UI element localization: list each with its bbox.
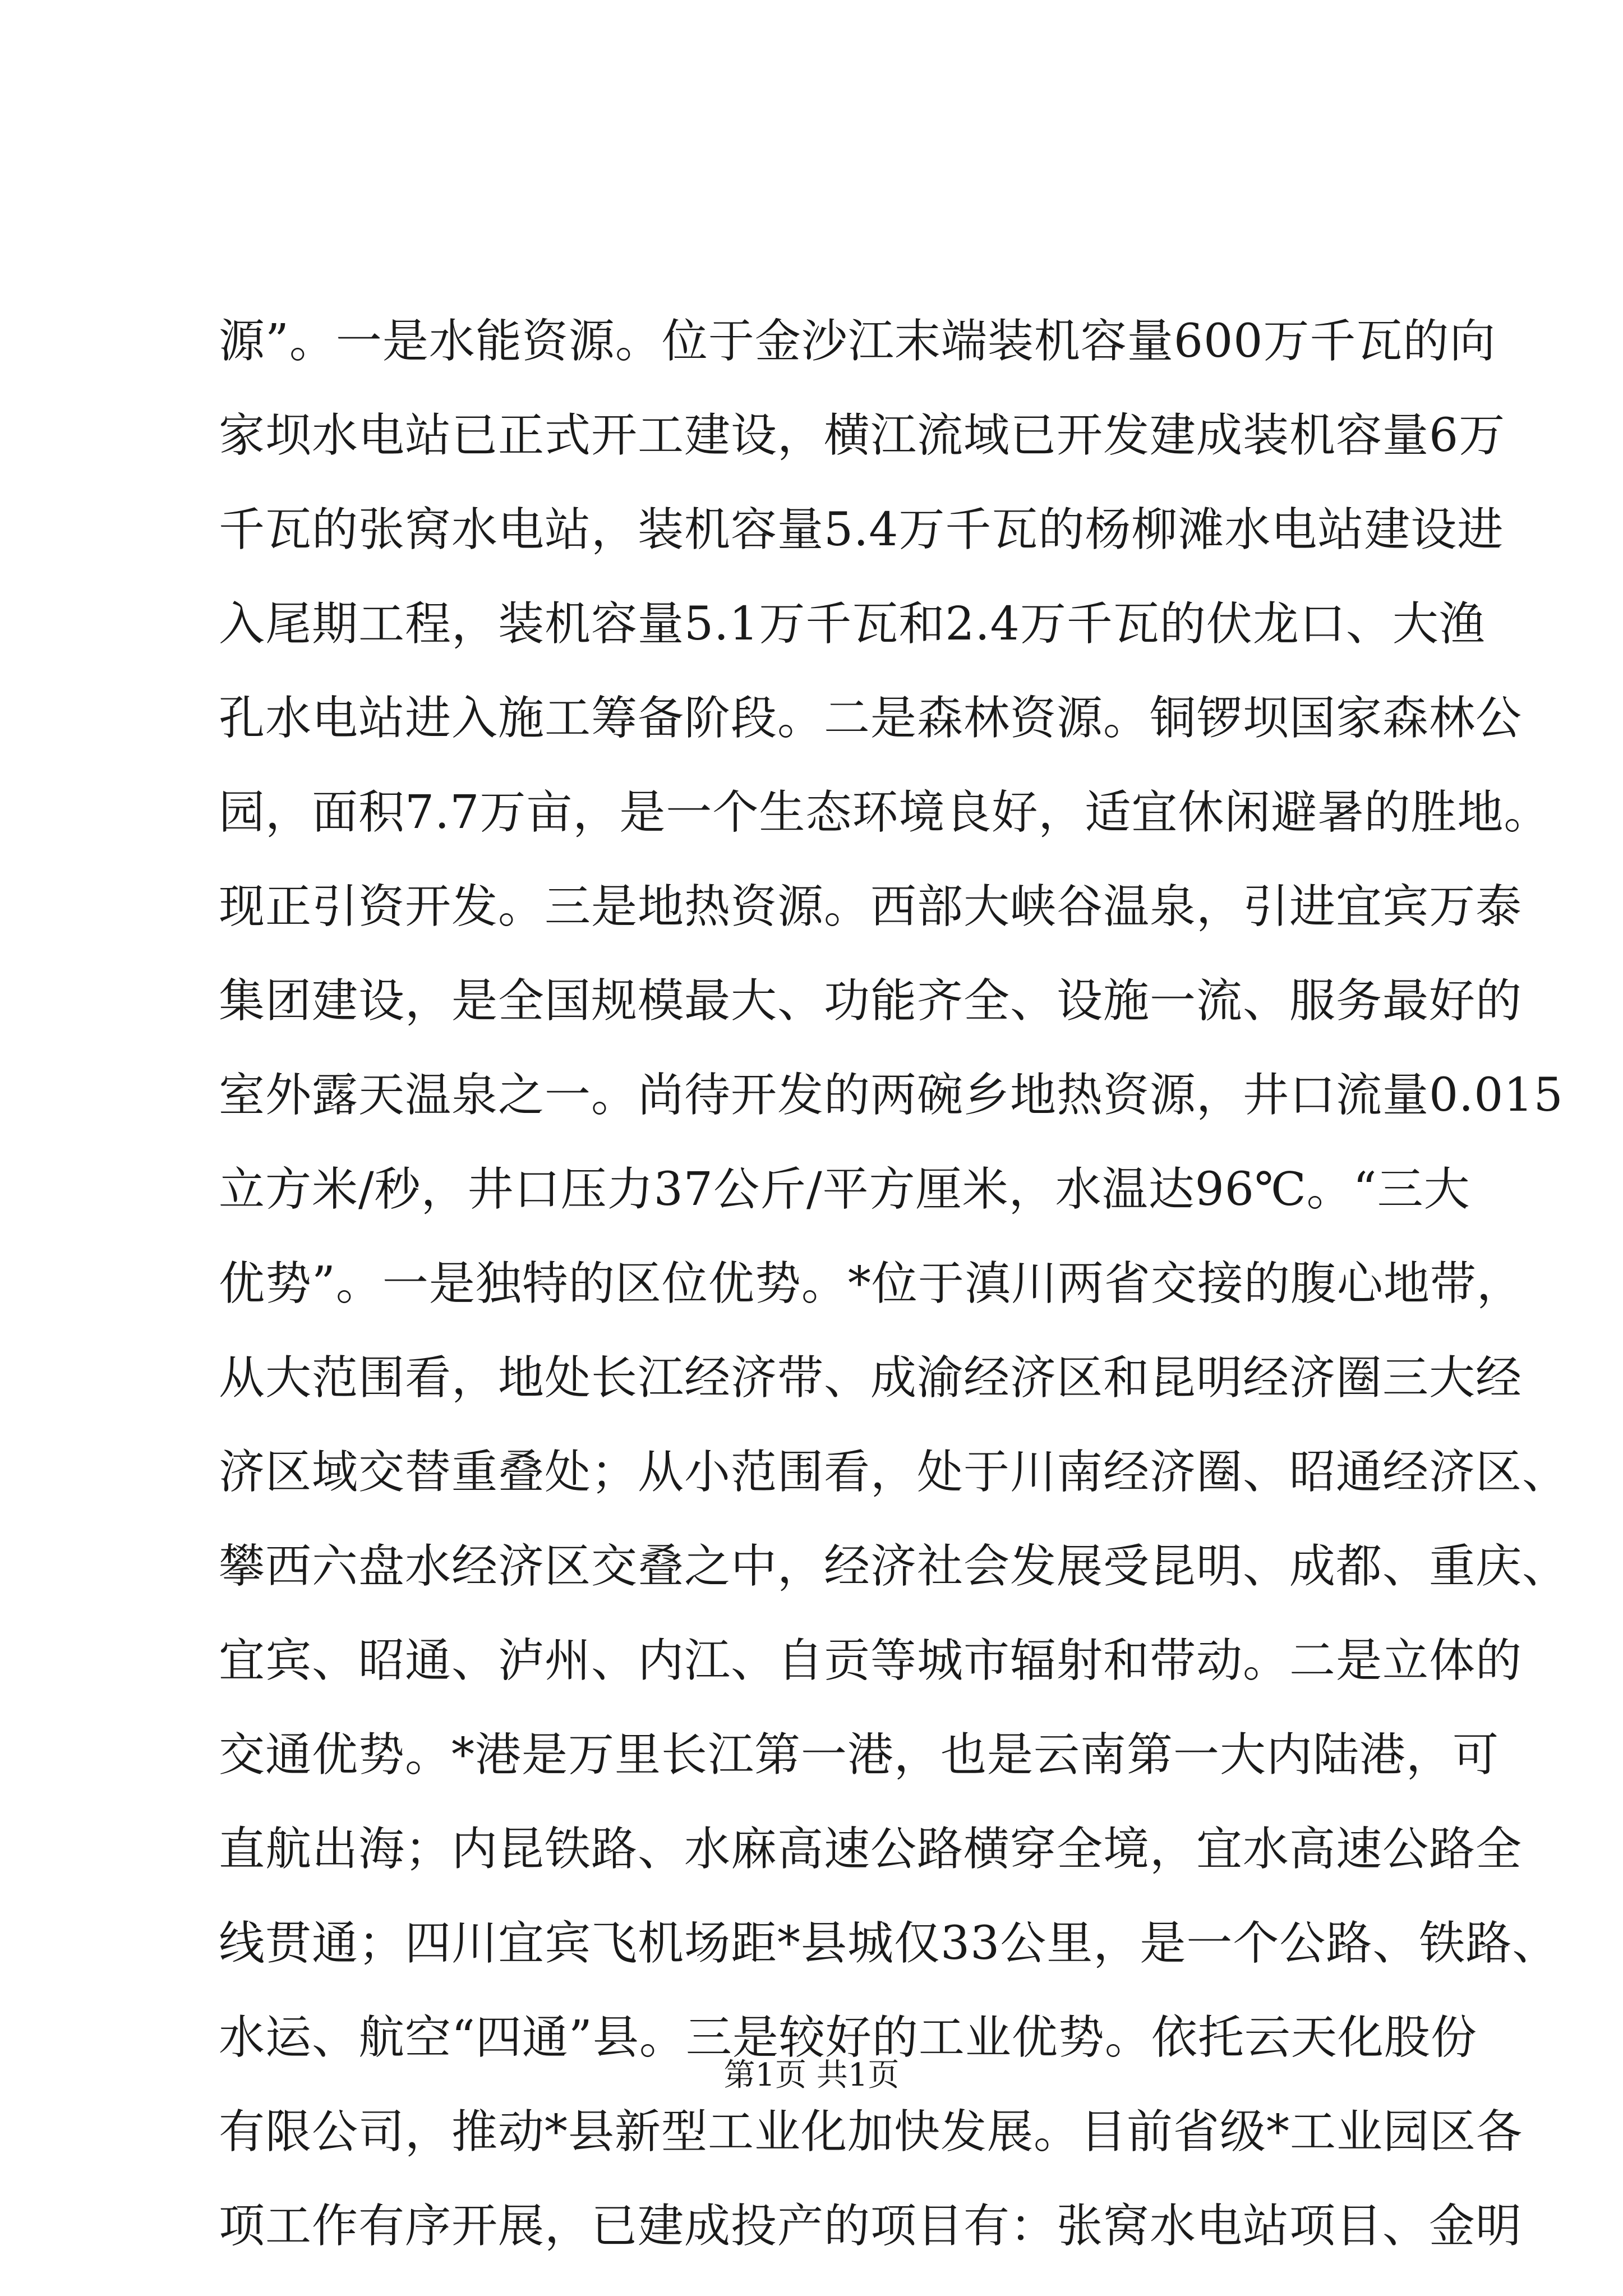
text-line: 水运、航空“四通”县。三是较好的工业优势。依托云天化股份 [219,2011,1477,2064]
text-line: 有限公司，推动*县新型工业化加快发展。目前省级*工业园区各 [219,2105,1523,2159]
text-line: 源”。一是水能资源。位于金沙江末端装机容量600万千瓦的向 [219,315,1496,368]
text-line: 项工作有序开展，已建成投产的项目有：张窝水电站项目、金明 [219,2200,1523,2253]
text-line: 现正引资开发。三是地热资源。西部大峡谷温泉，引进宜宾万泰 [219,880,1523,933]
text-line: 攀西六盘水经济区交叠之中，经济社会发展受昆明、成都、重庆、 [219,1540,1569,1593]
text-line: 园，面积7.7万亩，是一个生态环境良好，适宜休闲避暑的胜地。 [219,786,1551,839]
text-line: 交通优势。*港是万里长江第一港，也是云南第一大内陆港，可 [219,1728,1500,1782]
text-line: 室外露天温泉之一。尚待开发的两碗乡地热资源，井口流量0.015 [219,1069,1564,1122]
page-number-label: 第1页 共1页 [723,2057,900,2093]
text-line: 直航出海；内昆铁路、水麻高速公路横穿全境，宜水高速公路全 [219,1823,1523,1876]
body-text [219,295,1569,2274]
text-line: 线贯通；四川宜宾飞机场距*县城仅33公里，是一个公路、铁路、 [219,1917,1559,1970]
text-line: 立方米/秒，井口压力37公斤/平方厘米，水温达96℃。“三大 [219,1163,1470,1216]
page-footer [0,2053,1623,2098]
text-line: 从大范围看，地处长江经济带、成渝经济区和昆明经济圈三大经 [219,1351,1523,1405]
text-line: 千瓦的张窝水电站，装机容量5.4万千瓦的杨柳滩水电站建设进 [219,503,1504,556]
text-line: 家坝水电站已正式开工建设，横江流域已开发建成装机容量6万 [219,409,1506,462]
text-line: 济区域交替重叠处；从小范围看，处于川南经济圈、昭通经济区、 [219,1446,1569,1499]
text-line: 优势”。一是独特的区位优势。*位于滇川两省交接的腹心地带， [219,1257,1523,1310]
text-line: 集团建设，是全国规模最大、功能齐全、设施一流、服务最好的 [219,974,1523,1028]
text-line: 入尾期工程，装机容量5.1万千瓦和2.4万千瓦的伏龙口、大渔 [219,597,1486,651]
text-line: 孔水电站进入施工筹备阶段。二是森林资源。铜锣坝国家森林公 [219,692,1523,745]
text-line: 宜宾、昭通、泸州、内江、自贡等城市辐射和带动。二是立体的 [219,1634,1523,1687]
